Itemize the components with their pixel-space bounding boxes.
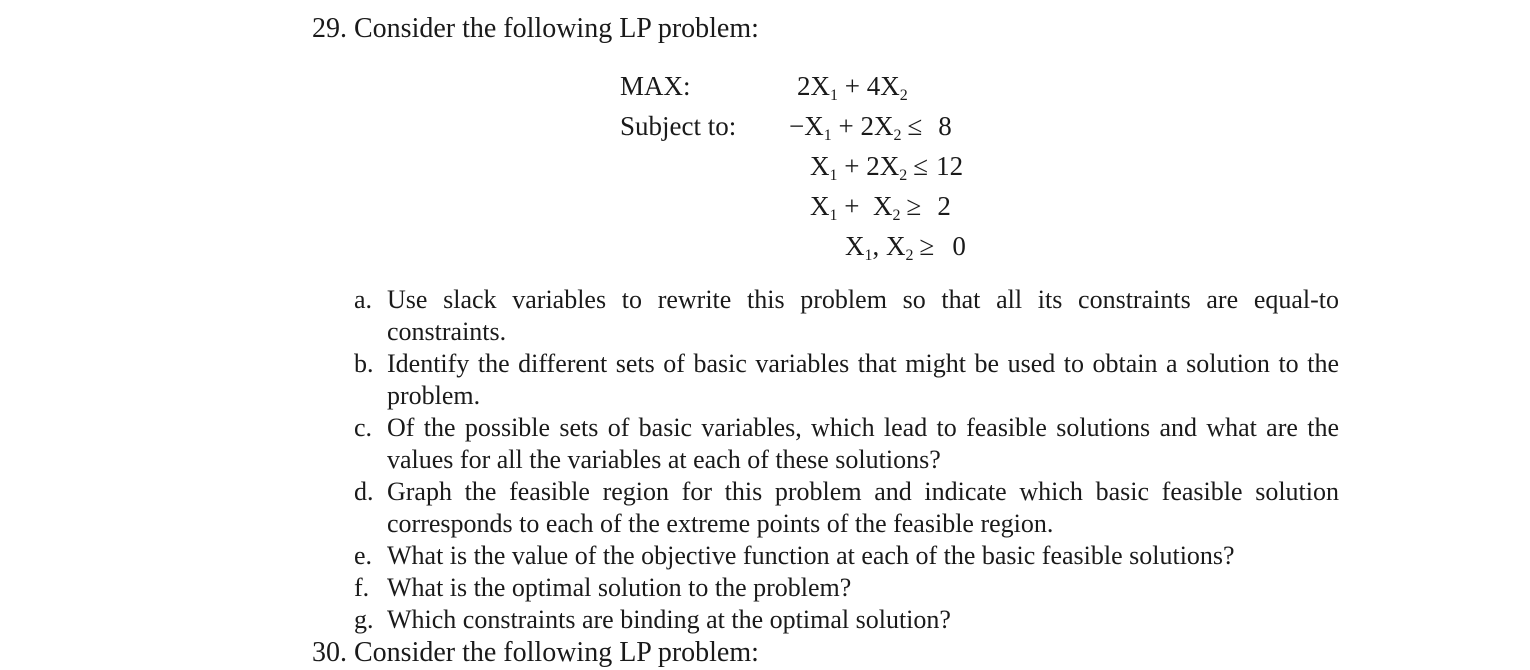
nonnegativity-relation: ≥	[919, 231, 935, 261]
question-letter: g.	[354, 605, 374, 634]
list-item	[354, 540, 1339, 572]
question-text: What is the value of the objective function at each of the basic feasible solutions?	[387, 541, 1235, 570]
list-item	[354, 476, 1339, 540]
question-letter: c.	[354, 413, 373, 442]
question-letter: f.	[354, 573, 370, 602]
question-text: What is the optimal solution to the problem?	[387, 573, 852, 602]
question-letter: a.	[354, 285, 373, 314]
constraint-3-relation: ≥	[906, 191, 922, 221]
list-item	[354, 412, 1339, 476]
question-text: Use slack variables to rewrite this problem so that all its constraints are equal-to constraints.	[387, 285, 1339, 346]
list-item	[354, 284, 1339, 348]
constraint-3: $X_1 + X_2 \ge 2$	[810, 191, 951, 224]
question-list	[354, 284, 1339, 636]
question-letter: e.	[354, 541, 373, 570]
question-text: Which constraints are binding at the optimal solution?	[387, 605, 951, 634]
question-letter: d.	[354, 477, 374, 506]
constraint-2-relation: ≤	[913, 151, 929, 181]
objective-coef-2: 4	[866, 71, 881, 101]
constraints-label: Subject to:	[620, 111, 737, 141]
problem-29-heading: 29. Consider the following LP problem:	[312, 13, 759, 44]
constraint-1-rhs: 8	[938, 111, 952, 141]
objective-function: $2X_1 + 4X_2$	[797, 71, 908, 104]
nonnegativity-constraint: $X_1$, $X_2 \ge 0$	[845, 231, 966, 264]
question-text: Graph the feasible region for this problem and indicate which basic feasible solution corresponds to each of the extreme points of the feasible region.	[387, 477, 1339, 538]
problem-30-heading: 30. Consider the following LP problem:	[312, 637, 759, 668]
constraint-1: $-X_1 + 2X_2 \le 8$	[789, 111, 952, 144]
question-text: Identify the different sets of basic variables that might be used to obtain a solution to the problem.	[387, 349, 1339, 410]
constraint-2: $X_1 + 2X_2 \le 12$	[810, 151, 964, 184]
constraint-2-rhs: 12	[936, 151, 964, 181]
constraint-1-relation: ≤	[907, 111, 923, 141]
list-item	[354, 572, 1339, 604]
list-item	[354, 348, 1339, 412]
objective-label: MAX:	[620, 71, 691, 101]
constraint-1-sign: −	[789, 111, 805, 141]
nonnegativity-rhs: 0	[952, 231, 966, 261]
objective-coef-1: 2	[797, 71, 811, 101]
constraint-3-rhs: 2	[937, 191, 951, 221]
list-item	[354, 604, 1339, 636]
question-text: Of the possible sets of basic variables, which lead to feasible solutions and what are the values for all the variables at each of these solutions?	[387, 413, 1339, 474]
question-letter: b.	[354, 349, 374, 378]
